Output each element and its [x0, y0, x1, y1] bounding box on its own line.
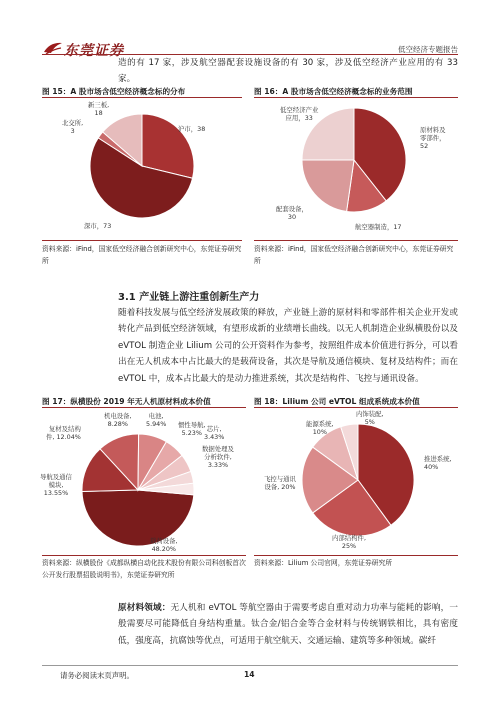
fig17-title: 图 17：纵横股份 2019 年无人机原材料成本价值	[42, 397, 211, 406]
section-title: 3.1 产业链上游注重创新生产力	[118, 292, 260, 303]
fig15-bottom-rule	[42, 240, 242, 241]
fig16-slice-3	[302, 160, 354, 211]
fig18-label-flightctrl: 飞控与通讯 设备, 20%	[264, 475, 296, 491]
fig18-label-structure: 内部结构件, 25%	[332, 534, 366, 550]
fig17-source: 资料来源：纵横股份《成都纵横自动化技术股份有限公司科创板首次公开发行股票招股说明书》，东莞证券研究所	[42, 559, 246, 579]
fig15-label-xinsanban: 新三板, 18	[88, 101, 110, 117]
materials-paragraph	[118, 600, 458, 649]
fig18-bottom-rule	[254, 555, 458, 556]
fig17-label-software: 数据处理及 分析软件, 3.33%	[202, 445, 234, 469]
fig16-label-support: 配套设备， 30	[276, 205, 308, 221]
footer-disclaimer: 请务必阅读末页声明。	[60, 671, 134, 680]
fig16-label-aircraft: 航空器制造，17	[355, 223, 402, 231]
fig17-label-chip: 芯片, 3.43%	[204, 425, 225, 441]
fig15-label-hushi: 沪市，38	[178, 125, 206, 133]
fig18-title: 图 18：Lilium 公司 eVTOL 组成系统成本价值	[254, 397, 420, 406]
fig17-label-electromech: 机电设备, 8.28%	[104, 412, 132, 428]
fig16-title: 图 16：A 股市场含低空经济概念标的业务范围	[254, 87, 413, 96]
fig17-label-battery: 电池, 5.94%	[146, 412, 167, 428]
fig17-bottom-rule	[42, 555, 246, 556]
page-number: 14	[244, 670, 255, 679]
brand-name: 东莞证券	[64, 43, 124, 59]
fig15-title: 图 15：A 股市场含低空经济概念标的分布	[42, 87, 186, 96]
fig15-label-beijiaosuo: 北交所, 3	[62, 119, 84, 135]
materials-label: 原材料领域：	[118, 603, 171, 613]
materials-text: 无人机和 eVTOL 等航空器由于需要考虑自重对动力功率与能耗的影响，一般需要尽可能降低自身结构重量。钛合金/铝合金等合金材料与传统钢铁相比，具有密度低，强度高，抗腐蚀等优点，可适用于航空航天、交通运输、建筑等多种领域。碳纤	[118, 603, 458, 646]
fig18-label-propulsion: 推进系统, 40%	[424, 455, 452, 471]
fig16-label-application: 低空经济产业 应用，33	[280, 106, 319, 122]
fig17-label-navcomm: 导航及通信 模块, 13.55%	[40, 473, 72, 497]
fig17-label-payload: 载荷设备, 48.20%	[150, 537, 178, 553]
fig17-label-ins: 惯性导航, 5.23%	[178, 421, 206, 437]
fig15-source: 资料来源：iFind，国家低空经济融合创新研究中心，东莞证券研究所	[42, 245, 242, 265]
fig15-label-shenshi: 深市，73	[84, 222, 112, 230]
fig16-label-materials: 原材料及 零部件， 52	[420, 126, 446, 150]
fig17-label-composite: 复材及结构 件, 12.04%	[46, 425, 81, 441]
fig18-label-energy: 能源系统, 10%	[306, 420, 334, 436]
intro-paragraph: 造的有 17 家，涉及航空器配套设施设备的有 30 家，涉及低空经济产业应用的有 33 家。	[118, 58, 458, 85]
fig18-label-interior: 内饰装配, 5%	[356, 410, 384, 426]
section-body: 随着科技发展与低空经济发展政策的释放，产业链上游的原材料和零部件相关企业开发或转化产品到低空经济领域，有望形成新的业绩增长曲线。以无人机制造企业纵横股份以及 eVTOL 制造企业 Lilium 公司的公开资料作为参考，按照组件成本价值进行拆分，可以看出在无人机成本中占比最大的是载荷设备，其次是导航及通信模块、复材及结构件；而在 eVTOL 中，成本占比最大的是动力推进系统，其次是结构件、飞控与通讯设备。	[118, 308, 458, 384]
fig16-bottom-rule	[254, 240, 458, 241]
report-name: 低空经济专题报告	[398, 45, 458, 54]
fig18-source: 资料来源：Lilium 公司官网，东莞证券研究所	[254, 559, 393, 567]
footer-divider	[42, 665, 458, 666]
fig16-source: 资料来源：iFind，国家低空经济融合创新研究中心，东莞证券研究所	[254, 245, 454, 265]
